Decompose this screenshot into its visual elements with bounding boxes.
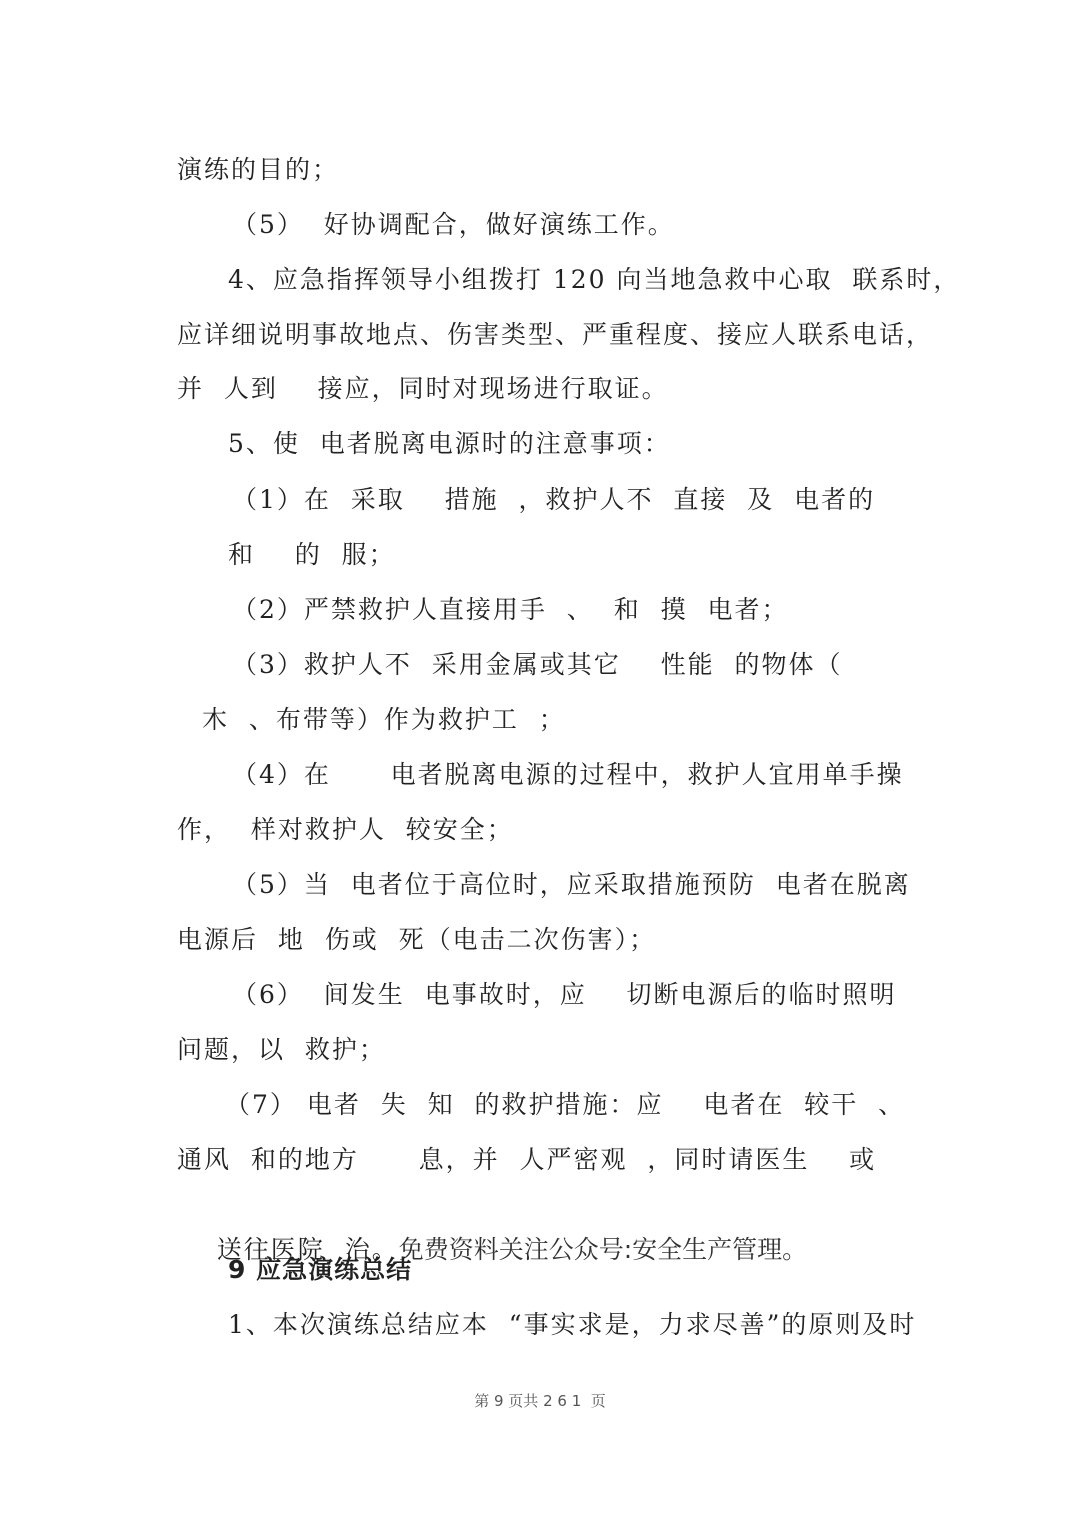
body-line-9: （2）严禁救护人直接用手 、 和 摸 电者； (232, 595, 789, 624)
body-line-8: 和 的 服； (228, 540, 396, 569)
section-heading: 9 应急演练总结 (228, 1255, 413, 1284)
body-line-20-text: 送往医院 治。 (216, 1235, 399, 1264)
body-line-16: （6） 间发生 电事故时，应 切断电源后的临时照明 (232, 980, 897, 1009)
body-line-15: 电源后 地 伤或 死（电击二次伤害）； (177, 925, 657, 954)
body-line-19: 通风 和的地方 息，并 人严密观 ，同时请医生 或 (177, 1145, 877, 1174)
body-line-3: 4、应急指挥领导小组拨打 120 向当地急救中心取 联系时， (228, 265, 961, 294)
body-line-1: 演练的目的； (177, 155, 340, 184)
body-line-12: （4）在 电者脱离电源的过程中，救护人宜用单手操 (232, 760, 904, 789)
body-line-14: （5）当 电者位于高位时，应采取措施预防 电者在脱离 (232, 870, 911, 899)
body-line-5: 并 人到 接应，同时对现场进行取证。 (177, 374, 669, 403)
body-line-17: 问题，以 救护； (177, 1035, 386, 1064)
body-line-last: 1、本次演练总结应本 “事实求是，力求尽善”的原则及时 (228, 1310, 917, 1339)
watermark-text: 免费资料关注公众号:安全生产管理。 (398, 1235, 808, 1264)
body-line-18: （7） 电者 失 知 的救护措施：应 电者在 较干 、 (225, 1090, 906, 1119)
body-line-10: （3）救护人不 采用金属或其它 性能 的物体（ (232, 650, 843, 679)
body-line-11: 木 、布带等）作为救护工 ； (202, 705, 566, 734)
body-line-13: 作， 样对救护人 较安全； (177, 815, 514, 844)
page-footer: 第 9 页共 2 6 1 页 (474, 1392, 606, 1410)
body-line-6: 5、使 电者脱离电源时的注意事项： (228, 429, 671, 458)
body-line-2: （5） 好协调配合，做好演练工作。 (232, 210, 675, 239)
body-line-7: （1）在 采取 措施 ，救护人不 直接 及 电者的 (232, 485, 876, 514)
body-line-4: 应详细说明事故地点、伤害类型、严重程度、接应人联系电话， (177, 320, 934, 349)
